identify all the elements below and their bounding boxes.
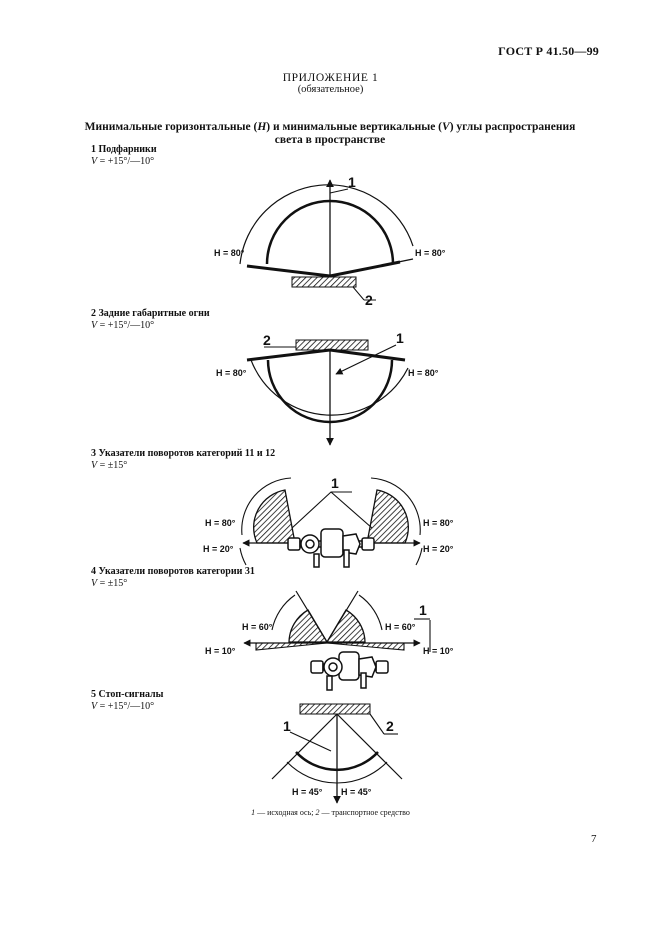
title-h: H [257, 121, 267, 133]
d3-h-left-top: H = 80° [205, 518, 236, 528]
d4-h-left-top: H = 60° [242, 622, 273, 632]
v-var: V [91, 460, 98, 471]
title-part-2: ) и минимальные вертикальные ( [266, 121, 443, 133]
title-line-2: света в пространстве [274, 134, 386, 146]
vehicle-hatch [300, 704, 370, 714]
d2-h-right: H = 80° [408, 368, 439, 378]
callout-1-pointer [292, 492, 352, 528]
d2-callout-1: 1 [396, 330, 404, 346]
motorcycle-icon [311, 652, 388, 690]
caption-n2: 2 [315, 808, 320, 817]
vehicle-hatch [296, 340, 368, 350]
right-hatched-sector [327, 610, 365, 642]
d3-h-right-top: H = 80° [423, 518, 454, 528]
v-var: V [91, 578, 98, 589]
angle-arc [240, 185, 413, 264]
d1-h-left: H = 80° [214, 248, 245, 258]
title-part-1: Минимальные горизонтальные ( [84, 121, 258, 133]
section-2-heading: 2 Задние габаритные огни [91, 308, 210, 319]
title-v: V [442, 121, 450, 133]
caption-t1: — исходная ось; [255, 808, 316, 817]
d2-h-left: H = 80° [216, 368, 247, 378]
right-hatched-sector [367, 490, 408, 543]
d3-h-right-bottom: H = 20° [423, 544, 454, 554]
d2-callout-2: 2 [263, 332, 271, 348]
title-part-3: ) углы распространения [449, 121, 576, 133]
v-value: = +15°/—10° [97, 320, 155, 331]
d1-callout-2: 2 [365, 292, 373, 308]
v-var: V [91, 156, 98, 167]
d4-h-left-bottom: H = 10° [205, 646, 236, 656]
section-5-heading: 5 Стоп-сигналы [91, 689, 164, 700]
diagram-3 [240, 478, 422, 567]
d4-h-right-top: H = 60° [385, 622, 416, 632]
d4-h-right-bottom: H = 10° [423, 646, 454, 656]
diagram-4 [244, 591, 430, 690]
v-value: = ±15° [97, 460, 128, 471]
section-4-heading: 4 Указатели поворотов категории 31 [91, 566, 255, 577]
d5-callout-1: 1 [283, 718, 291, 734]
d5-h-left: H = 45° [292, 787, 323, 797]
page-number: 7 [591, 833, 597, 845]
figure-caption [0, 808, 661, 817]
v-value: = +15°/—10° [97, 701, 155, 712]
diagram-1 [240, 180, 413, 300]
d5-callout-2: 2 [386, 718, 394, 734]
caption-t2: — транспортное средство [319, 808, 410, 817]
v-var: V [91, 701, 98, 712]
document-code: ГОСТ Р 41.50—99 [498, 44, 599, 58]
d1-callout-1: 1 [348, 174, 356, 190]
section-1-heading: 1 Подфарники [91, 144, 157, 155]
d3-h-left-bottom: H = 20° [203, 544, 234, 554]
appendix-subtitle: (обязательное) [297, 84, 364, 95]
motorcycle-icon [288, 529, 374, 567]
d1-h-right: H = 80° [415, 248, 446, 258]
caption-n1: 1 [251, 808, 256, 817]
d3-callout-1: 1 [331, 475, 339, 491]
v-value: = ±15° [97, 578, 128, 589]
appendix-title: ПРИЛОЖЕНИЕ 1 [282, 72, 379, 84]
vehicle-hatch [292, 277, 356, 287]
v-var: V [91, 320, 98, 331]
d5-h-right: H = 45° [341, 787, 372, 797]
boundary-left [247, 350, 330, 360]
v-value: = +15°/—10° [97, 156, 155, 167]
d4-callout-1: 1 [419, 602, 427, 618]
diagram-2 [247, 340, 408, 445]
left-hatched-sector [254, 490, 295, 543]
section-3-heading: 3 Указатели поворотов категорий 11 и 12 [91, 448, 276, 459]
left-hatched-sector [289, 610, 327, 642]
